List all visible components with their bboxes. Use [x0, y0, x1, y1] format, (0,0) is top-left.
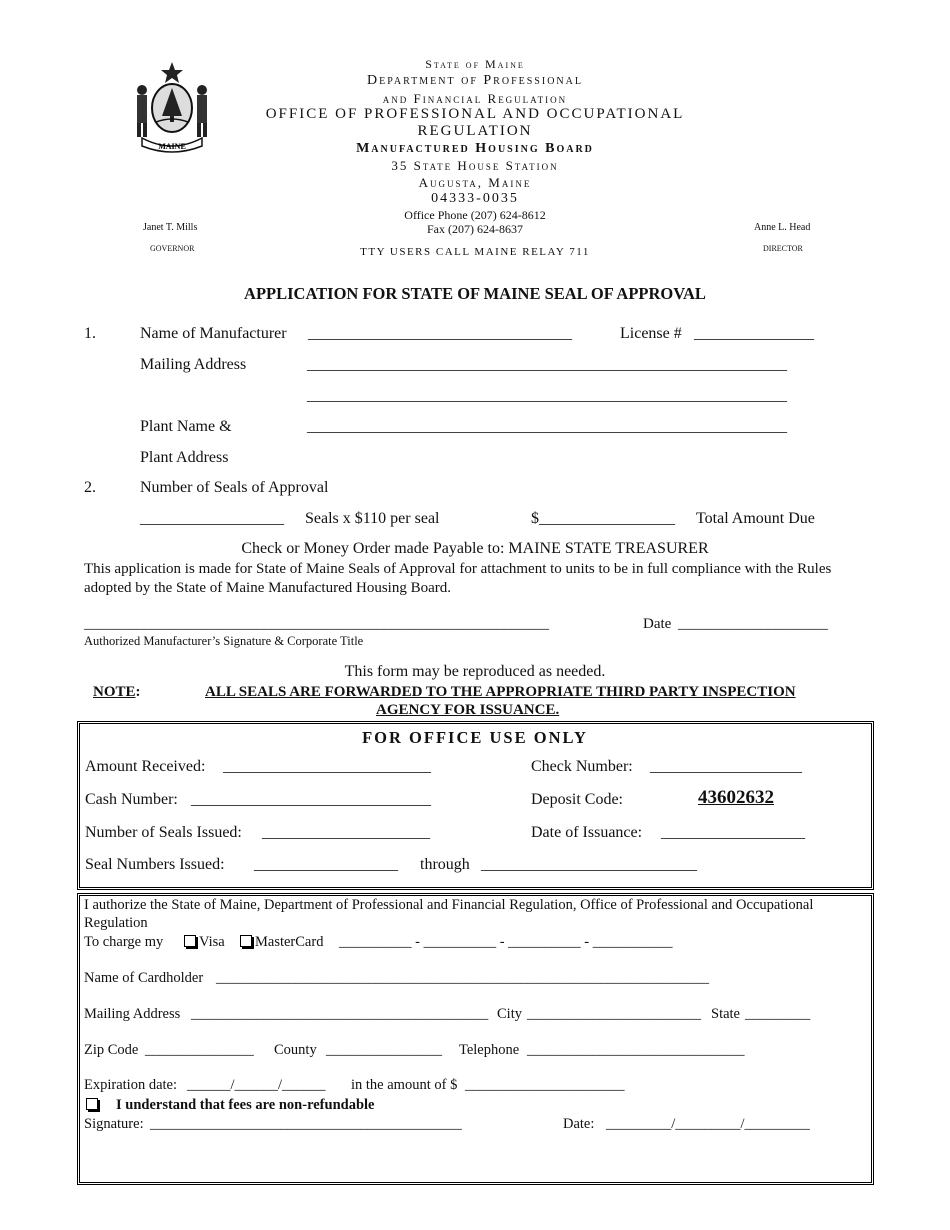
director-title: DIRECTOR — [763, 244, 803, 253]
payable-text: Check or Money Order made Payable to: MAINE STATE TREASURER — [241, 540, 709, 557]
deposit-code-label: Deposit Code: — [531, 791, 623, 808]
header-phone: Office Phone (207) 624-8612 — [404, 208, 546, 222]
section-2-number: 2. — [84, 479, 96, 496]
mailing-address-field-2[interactable]: ____________________________________________________________ — [307, 387, 787, 404]
county-field[interactable]: ________________ — [326, 1042, 442, 1058]
header-financial: and Financial Regulation — [382, 91, 568, 106]
deposit-code-value: 43602632 — [698, 787, 774, 808]
cash-number-field[interactable]: ______________________________ — [191, 791, 431, 808]
seal-numbers-from-field[interactable]: __________________ — [254, 856, 398, 873]
seal-numbers-to-field[interactable]: ___________________________ — [481, 856, 697, 873]
non-refundable-checkbox[interactable] — [86, 1098, 98, 1110]
authorize-text-2: Regulation — [84, 915, 148, 931]
header-city: Augusta, Maine — [418, 175, 532, 190]
header-fax: Fax (207) 624-8637 — [427, 222, 523, 236]
card-date-label: Date: — [563, 1116, 595, 1132]
seal-numbers-through: through — [420, 856, 470, 873]
authorize-text: I authorize the State of Maine, Department of Professional and Financial Regulation, Office of Professional and Occupational — [84, 897, 814, 913]
office-use-title: FOR OFFICE USE ONLY — [362, 728, 588, 747]
visa-option[interactable] — [184, 934, 225, 951]
visa-label: Visa — [199, 934, 225, 950]
telephone-field[interactable]: ______________________________ — [527, 1042, 745, 1058]
expiration-field[interactable]: ______/______/______ — [187, 1077, 326, 1093]
manufacturer-name-label: Name of Manufacturer — [140, 325, 287, 342]
header-address: 35 State House Station — [391, 158, 559, 173]
governor-name: Janet T. Mills — [143, 222, 198, 233]
svg-text:MAINE: MAINE — [158, 142, 186, 151]
seals-issued-field[interactable]: _____________________ — [262, 824, 430, 841]
header-office: OFFICE OF PROFESSIONAL AND OCCUPATIONAL — [265, 106, 685, 122]
state-label: State — [711, 1006, 740, 1022]
total-amount-field[interactable]: $_________________ — [531, 510, 675, 527]
cardholder-label: Name of Cardholder — [84, 970, 204, 986]
county-label: County — [274, 1042, 317, 1058]
license-field[interactable]: _______________ — [694, 325, 814, 342]
seal-numbers-label: Seal Numbers Issued: — [85, 856, 225, 873]
note-text-1: ALL SEALS ARE FORWARDED TO THE APPROPRIATE THIRD PARTY INSPECTION — [205, 684, 796, 700]
note-label: NOTE — [93, 684, 136, 700]
seals-count-label: Number of Seals of Approval — [140, 479, 329, 496]
statement-text: This application is made for State of Maine Seals of Approval for attachment to units to be in full compliance with the Rules adopted by the State of Maine Manufactured Housing Board. — [84, 561, 832, 596]
note-colon: : — [135, 684, 141, 700]
issuance-date-label: Date of Issuance: — [531, 824, 643, 841]
director-name: Anne L. Head — [754, 222, 811, 233]
seals-issued-label: Number of Seals Issued: — [85, 824, 242, 841]
note-text-2: AGENCY FOR ISSUANCE. — [376, 702, 560, 718]
form-title: APPLICATION FOR STATE OF MAINE SEAL OF APPROVAL — [244, 284, 706, 303]
card-signature-label: Signature: — [84, 1116, 144, 1132]
cardholder-field[interactable]: ____________________________________________________________________ — [216, 970, 709, 986]
check-number-field[interactable]: ___________________ — [650, 758, 802, 775]
header-department: Department of Professional — [367, 73, 583, 88]
expiration-label: Expiration date: — [84, 1077, 178, 1093]
mailing-address-field-1[interactable]: ____________________________________________________________ — [307, 356, 787, 373]
charge-label: To charge my — [84, 934, 164, 950]
mastercard-checkbox[interactable] — [240, 935, 252, 947]
governor-title: GOVERNOR — [150, 244, 195, 253]
header-board: Manufactured Housing Board — [356, 141, 594, 156]
city-label: City — [497, 1006, 522, 1022]
mailing-address-label: Mailing Address — [140, 356, 247, 373]
section-1-number: 1. — [84, 325, 96, 342]
state-field[interactable]: _________ — [745, 1006, 811, 1022]
signature-caption: Authorized Manufacturer’s Signature & Corporate Title — [84, 634, 364, 648]
card-mailing-field[interactable]: _________________________________________ — [191, 1006, 489, 1022]
card-signature-field[interactable]: ___________________________________________ — [150, 1116, 462, 1132]
amount-received-field[interactable]: __________________________ — [223, 758, 431, 775]
manufacturer-signature-field[interactable]: ______________________________________________________________ — [84, 616, 549, 632]
zip-label: Zip Code — [84, 1042, 139, 1058]
mastercard-option[interactable] — [240, 934, 323, 951]
card-date-field[interactable]: _________/_________/_________ — [606, 1116, 810, 1132]
seals-price-text: Seals x $110 per seal — [305, 510, 440, 527]
plant-address-label: Plant Address — [140, 449, 229, 466]
check-number-label: Check Number: — [531, 758, 633, 775]
card-mailing-label: Mailing Address — [84, 1006, 181, 1022]
plant-field[interactable]: ____________________________________________________________ — [307, 418, 787, 435]
reproduce-text: This form may be reproduced as needed. — [344, 663, 606, 680]
manufacturer-name-field[interactable]: _________________________________ — [308, 325, 572, 342]
charge-amount-label: in the amount of $ — [351, 1077, 458, 1093]
zip-field[interactable]: _______________ — [145, 1042, 254, 1058]
signature-date-field[interactable]: ____________________ — [678, 616, 828, 632]
non-refundable-label: I understand that fees are non-refundable — [116, 1097, 375, 1113]
city-field[interactable]: ________________________ — [527, 1006, 701, 1022]
header-state: State of Maine — [425, 57, 525, 71]
plant-name-label: Plant Name & — [140, 418, 232, 435]
license-label: License # — [620, 325, 682, 342]
card-number-field[interactable]: __________ - __________ - __________ - ___________ — [339, 934, 673, 950]
cash-number-label: Cash Number: — [85, 791, 178, 808]
issuance-date-field[interactable]: __________________ — [661, 824, 805, 841]
note-label-wrap — [93, 684, 141, 701]
header-regulation: REGULATION — [417, 123, 533, 139]
mastercard-label: MasterCard — [255, 934, 324, 950]
telephone-label: Telephone — [459, 1042, 520, 1058]
total-amount-label: Total Amount Due — [696, 510, 815, 527]
visa-checkbox[interactable] — [184, 935, 196, 947]
charge-amount-field[interactable]: ______________________ — [465, 1077, 625, 1093]
header-zip: 04333-0035 — [431, 191, 519, 206]
amount-received-label: Amount Received: — [85, 758, 206, 775]
signature-date-label: Date — [643, 616, 672, 632]
header-tty: TTY USERS CALL MAINE RELAY 711 — [360, 246, 590, 258]
non-refundable-option[interactable] — [86, 1097, 374, 1114]
seals-count-field[interactable]: __________________ — [140, 510, 284, 527]
